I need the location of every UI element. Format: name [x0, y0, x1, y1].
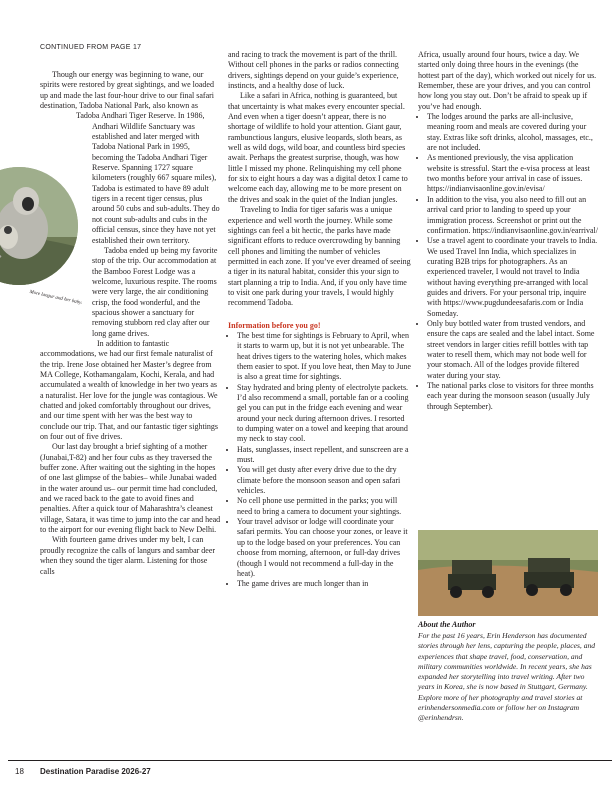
tip-item: • Your travel advisor or lodge will coordinate your safari permits. You can choose your zones, or leave it up to the lodge based on your preferences. You can choose from morning, afternoon, or full-day drives (though I would not recommend a full-day in the heat). [237, 517, 411, 579]
body-paragraph: Tadoba ended up being my favorite stop of the trip. Our accommodation at the Bamboo Forest Lodge was a welcome, luxurious respite. The rooms were very large, the air conditioning crisp, the food wonderful, and the spacious shower a sanctuary for removing stubborn red clay after our long game drives. [92, 245, 218, 338]
body-paragraph: With fourteen game drives under my belt, I can proudly recognize the calls of langurs and sambar deer when they sound the tiger alarm. Listening for those calls [40, 535, 216, 576]
body-paragraph: Like a safari in Africa, nothing is guaranteed, but that uncertainty is what makes every encounter special. And even when a tiger doesn’t appear, there is no shortage of wildlife to hold your attention. Giant gaur, rambunctious langurs, elusive leopards, sloth bears, as well as wild dogs, wild boar, and countless bird species await. Perhaps the greatest surprise, though, was how little I missed my phone. Relinquishing my cell phone for six to eight hours a day was a digital detox I came to welcome each day, allowing me to be more present on the drives and soak in the quiet of the Indian jungles. [228, 91, 408, 204]
about-author-heading: About the Author [418, 620, 476, 629]
safari-jeeps-art [418, 530, 598, 616]
body-paragraph: Africa, usually around four hours, twice a day. We started only doing three hours in the evenings (the hottest part of the day), which worked out nicely for us. Remember, these are your drives, and you can control how long you stay out. Don’t be afraid to speak up if you’ve had enough. [418, 50, 597, 111]
tip-item: • The lodges around the parks are all-inclusive, meaning room and meals are covered during your stay. Extras like soft drinks, alcohol, massages, etc., are not included. [427, 112, 598, 153]
tip-item: • Use a travel agent to coordinate your travels to India. We used Travel Inn India, which specializes in curating B2B trips for photographers. As an experienced traveler, I would not travel to India without having everything pre-arranged with local guides and drivers. For your personal trip, inquire with https://www.pugdundeesafaris.com or India Someday. [427, 236, 598, 319]
tip-item: • No cell phone use permitted in the parks; you will need to bring a camera to document your sightings. [237, 496, 411, 517]
tip-item: • As mentioned previously, the visa application website is stressful. Start the e-visa process at least two months before your arrival in case of issues. https://indianvisaonline.gov.in/evisa/ [427, 153, 598, 194]
tips-list [228, 331, 411, 590]
body-paragraph: Traveling to India for tiger safaris was a unique experience and well worth the journey. While some sightings can feel a bit hectic, the parks have made significant efforts to reduce overcrowding by banning cell phones and limiting the number of vehicles permitted in each zone. If you’ve ever dreamed of seeing a tiger in its natural habitat, consider this your sign to start planning a trip to India. And, if you only have time to visit one park during your travels, I would highly recommend Tadoba. [228, 205, 411, 308]
tip-item: • Hats, sunglasses, insect repellent, and sunscreen are a must. [237, 445, 411, 466]
tip-item: • The best time for sightings is February to April, when it starts to warm up, but it is not yet unbearable. The heat drives tigers to the watering holes, which makes them easier to spot. If you love heat, then May to June is also a great time for sightings. [237, 331, 411, 383]
tip-item: • The game drives are much longer than in [237, 579, 411, 589]
tip-item: • In addition to the visa, you also need to fill out an arrival card prior to landing to speed up your immigration process. Screenshot or print out the confirmation. https://indianvisaonline.gov.in/earrival/ [427, 195, 598, 236]
tips-list [418, 112, 598, 412]
column-2 [228, 50, 411, 590]
column-3 [418, 50, 598, 412]
tip-item: • The national parks close to visitors for three months each year during the monsoon season (usually July through September). [427, 381, 598, 412]
photo-caption: More langur and her baby. [28, 290, 83, 307]
body-paragraph: In addition to fantastic accommodations, we had our first female naturalist of the trip. Irene Jose obtained her Master’s degree from MA College, Kothamangalam, Kochi, Kerala, and had accumulated a wealth of knowledge in her two years as a naturalist. Her love for the jungle was contagious. We chatted and joked comfortably throughout our drives, and our time spent with her was the best way to conclude our trip. That, and our fantastic tiger sightings on four out of five drives. [40, 338, 219, 442]
page-number: 18 [15, 767, 24, 776]
footer-rule [8, 760, 612, 761]
body-paragraph: and racing to track the movement is part of the thrill. Without cell phones in the parks or radios connecting drivers, sightings depend on your guide’s experience, instincts, and a healthy dose of luck. [228, 50, 399, 91]
tip-item: • Only buy bottled water from trusted vendors, and ensure the caps are sealed and the label intact. Some street vendors in larger cities refill bottles with tap water to resell them, which may not bode well for your stomach. All of the lodges provide filtered water during your stay. [427, 319, 598, 381]
tip-item: • Stay hydrated and bring plenty of electrolyte packets. I’d also recommend a small, portable fan or a cooling gel you can put in the fridge each evening and wear around your neck during afternoon drives. I resorted to dumping water on a towel and keeping that around my neck to stay cool. [237, 383, 411, 445]
body-paragraph: Though our energy was beginning to wane, our spirits were restored by great sightings, and we loaded up and made the last four-hour drive to our final safari destination, Tadoba National Park, also known as Tadoba Andhari Tiger Reserve. In 1986, Andhari Wildlife Sanctuary was established and later merged with Tadoba National Park in 1995, becoming the Tadoba Andhari Tiger Reserve. Spanning 1727 square kilometers (roughly 667 square miles), Tadoba is estimated to have 89 adult tigers in a recent tiger census, plus around 50 cubs and sub-adults. They do not count sub-adults and cubs in the official census, since they have not yet established their own territory. [40, 70, 220, 245]
safari-jeeps-photo [418, 530, 598, 616]
info-heading: Information before you go! [228, 320, 321, 330]
publication-title: Destination Paradise 2026-27 [40, 767, 151, 776]
continued-from-label: CONTINUED FROM PAGE 17 [40, 44, 142, 51]
about-author-text: For the past 16 years, Erin Henderson has documented stories through her lens, capturing the people, places, and experiences that shape travel, food, conservation, and military communities worldwide. In recent years, she has expanded her storytelling into travel writing. After two years in Korea, she is now based in Stuttgart, Germany. Explore more of her photography and travel stories at erinhendersonmedia.com or follow her on Instagram @erinhendrsn. [418, 631, 596, 723]
body-paragraph: Our last day brought a brief sighting of a mother (Junabai,T-82) and her four cubs as they traversed the buffer zone. After waiting out the sighting in the hopes of one last glimpse of the babies– while Junabai waded in the water around us– our permit time had concluded, and we raced back to the gate to avoid fines and penalties. After a quick tour of Maharashtra’s cleanest village, Satara, it was time to jump into the car and head to the airport for our evening flight back to New Delhi. [40, 442, 221, 535]
tip-item: • You will get dusty after every drive due to the dry climate before the monsoon season and open safari vehicles. [237, 465, 411, 496]
column-1 [40, 70, 222, 577]
